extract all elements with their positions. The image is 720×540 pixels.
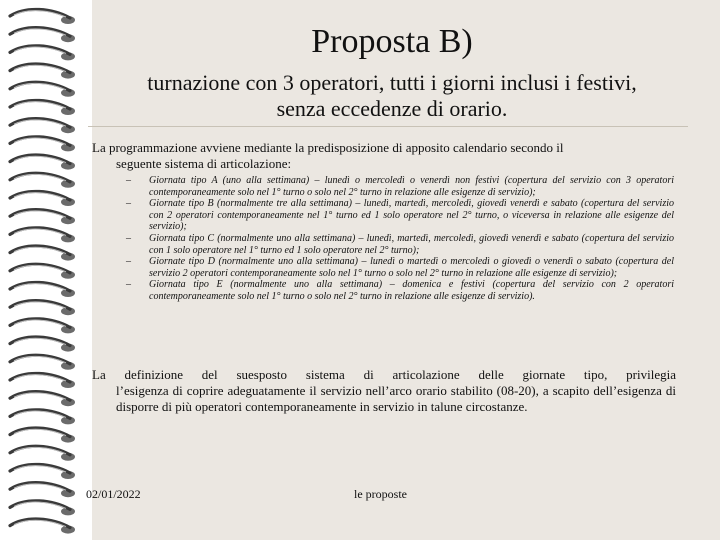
binding-ring [10,246,75,261]
day-type-list [92,175,674,303]
binding-ring [10,137,75,152]
binding-ring [10,373,75,388]
list-item [92,175,674,198]
binding-ring [10,28,75,43]
binding-ring [10,46,75,61]
bullet-dash: – [126,175,131,186]
binding-ring [10,446,75,461]
bullet-dash: – [126,232,131,244]
binding-ring [10,464,75,479]
list-item-text: Giornata tipo A (uno alla settimana) – lunedì o mercoledì o venerdì non festivi (copertura del servizio con 3 operatori contemporaneamente solo nel 1° turno o solo nel 2° turno in relazione alle esigenze di servizio); [149,175,674,198]
closing-line-rest: l’esigenza di coprire adeguatamente il servizio nell’arco orario stabilito (08-20), a scapito dell’esigenza di disporre di più operatori contemporaneamente in servizio in talune circostanze. [116,383,676,414]
slide-subtitle [92,70,692,122]
binding-ring [10,410,75,425]
closing-paragraph [92,367,676,415]
bullet-dash: – [126,256,131,268]
spiral-rings-icon [0,0,92,540]
binding-ring [10,119,75,134]
binding-ring [10,82,75,97]
binding-ring [10,428,75,443]
slide-title: Proposta B) [311,23,473,60]
footer-label: le proposte [354,487,407,501]
list-item-text: Giornata tipo C (normalmente uno alla settimana) – lunedì, martedì, mercoledì, giovedì venerdì e sabato (copertura del servizio con 1 solo operatore nel 1° turno ed 1 solo operatore nel 2° turno); [149,232,674,256]
binding-ring [10,9,75,24]
binding-ring [10,519,75,534]
binding-ring [10,501,75,516]
binding-ring [10,282,75,297]
spiral-binding [0,0,92,540]
list-item [92,233,674,256]
binding-ring [10,64,75,79]
bullet-dash: – [126,279,131,291]
list-item [92,279,674,302]
binding-ring [10,319,75,334]
binding-ring [10,392,75,407]
footer-date: 02/01/2022 [86,487,141,501]
title-divider [88,126,688,127]
binding-ring [10,173,75,188]
list-item-text: Giornate tipo D (normalmente uno alla settimana) – lunedì o martedì o mercoledì o giovedì o venerdì o sabato (copertura del servizio 2 operatori contemporaneamente solo nel 1° turno o solo nel 2° turno in relazione alle esigenze di servizio); [149,256,674,279]
binding-ring [10,155,75,170]
intro-line-2: seguente sistema di articolazione: [116,156,292,171]
binding-ring [10,301,75,316]
list-item [92,198,674,233]
binding-ring [10,337,75,352]
list-item-text: Giornate tipo B (normalmente tre alla settimana) – lunedì, martedì, mercoledì, giovedì venerdì e sabato (copertura del servizio con 2 operatori contemporaneamente nel 1° turno ed 1 solo operatore nel 2° turno, o viceversa in relazione alle esigenze del servizio); [149,198,674,233]
subtitle-line-1: turnazione con 3 operatori, tutti i giorni inclusi i festivi, [147,70,637,95]
bullet-dash: – [126,198,131,210]
binding-ring [10,355,75,370]
closing-line-1: La definizione del suesposto sistema di articolazione delle giornate tipo, privilegia [92,367,676,382]
subtitle-line-2: senza eccedenze di orario. [276,96,508,121]
binding-ring [10,483,75,498]
binding-ring [10,100,75,115]
intro-paragraph [92,140,676,172]
binding-ring [10,191,75,206]
binding-ring [10,228,75,243]
intro-line-1: La programmazione avviene mediante la predisposizione di apposito calendario secondo il [92,140,564,155]
binding-ring [10,210,75,225]
binding-ring [10,264,75,279]
list-item-text: Giornata tipo E (normalmente uno alla settimana) – domenica e festivi (copertura del servizio con 2 operatori contemporaneamente solo nel 1° turno o solo nel 2° turno in relazione alle esigenze di servizio). [149,279,674,302]
list-item [92,256,674,279]
